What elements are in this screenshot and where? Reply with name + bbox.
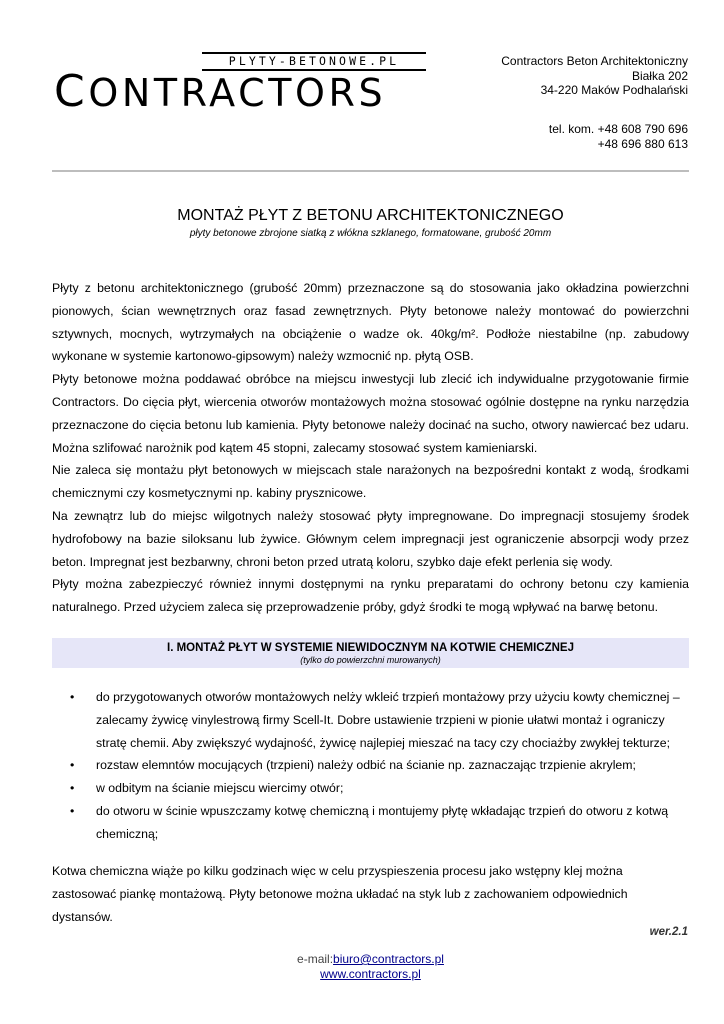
bullet-icon: • — [70, 781, 75, 796]
phone-1: tel. kom. +48 608 790 696 — [548, 122, 688, 136]
bullet-icon: • — [70, 690, 75, 704]
list-item-text: rozstaw elemntów mocujących (trzpieni) należy odbić na ścianie np. zaznaczając trzpienie akrylem; — [96, 758, 636, 773]
company-address — [501, 54, 688, 98]
address-street: Białka 202 — [631, 68, 688, 83]
document-subtitle: płyty betonowe zbrojone siatką z włókna szklanego, formatowane, grubość 20mm — [189, 228, 552, 239]
paragraph: Płyty z betonu architektonicznego (grubość 20mm) przeznaczone są do stosowania jako okładzina powierzchni pionowych, ścian wewnętrznych oraz fasad zewnętrznych. Płyty betonowe należy montować do powierzchni sztywnych, mocnych, wytrzymałych na obciążenie o wadze ok. 40kg/m². Podłoże niestabilne (np. zabudowy wykonane w systemie kartonowo-gipsowym) należy wzmocnić np. płytą OSB. — [52, 281, 689, 364]
phone-2: +48 696 880 613 — [597, 136, 688, 151]
footer-email-line — [52, 952, 689, 967]
closing-paragraph: Kotwa chemiczna wiąże po kilku godzinach więc w celu przyspieszenia procesu jako wstępny klej można zastosować piankę montażową. Płyty betonowe można układać na styk lub z zachowaniem odpowiednich dystansów. — [52, 864, 628, 924]
footer — [52, 952, 689, 981]
list-item — [52, 777, 689, 800]
document-title: MONTAŻ PŁYT Z BETONU ARCHITEKTONICZNEGO — [177, 207, 564, 224]
list-item-text: w odbitym na ścianie miejscu wiercimy otwór; — [96, 781, 344, 796]
section-note: (tylko do powierzchni murowanych) — [300, 655, 441, 665]
version-label: wer.2.1 — [649, 926, 688, 938]
address-company: Contractors Beton Architektoniczny — [501, 54, 688, 68]
email-label: e-mail: — [297, 952, 334, 966]
website-link[interactable]: www.contractors.pl — [320, 966, 421, 981]
logo-brand — [54, 66, 387, 117]
paragraph: Płyty betonowe można poddawać obróbce na miejscu inwestycji lub zlecić ich indywidualne przygotowanie firmie Contractors. Do cięcia płyt, wiercenia otworów montażowych można stosować ogólnie dostępne na rynku narzędzia przeznaczone do cięcia betonu lub kamienia. Płyty betonowe należy docinać na sucho, otwory nawiercać bez udaru. Można szlifować narożnik pod kątem 45 stopni, zalecamy stosować system kamieniarski. — [52, 372, 689, 455]
logo-brand-initial: C — [54, 66, 89, 117]
list-item-text: do przygotowanych otworów montażowych nelży wkleić trzpień montażowy przy użyciu kowty chemicznej – zalecamy żywicę vinylestrową firmy Scell-It. Dobre ustawienie trzpieni w pionie ułatwi montaż i ograniczy stratę chemii. Aby zwiększyć wydajność, żywicę najlepiej mieszać na tacy czy chociażby zwykłej tekturze; — [96, 690, 680, 750]
bullet-icon: • — [70, 758, 75, 773]
paragraph: Płyty można zabezpieczyć również innymi dostępnymi na rynku preparatami do ochrony betonu czy kamienia naturalnego. Przed użyciem zaleca się przeprowadzenie próby, gdyż środki te mogą wpływać na barwę betonu. — [52, 577, 689, 615]
contact-phones — [549, 122, 688, 151]
logo-domain: PLYTY-BETONOWE.PL — [202, 52, 426, 71]
list-item — [52, 754, 689, 777]
mounting-steps-list — [52, 686, 689, 846]
paragraph: Nie zaleca się montażu płyt betonowych w miejscach stale narażonych na bezpośredni kontakt z wodą, środkami chemicznymi czy kosmetycznymi np. kabiny prysznicowe. — [52, 463, 689, 501]
section-heading: I. MONTAŻ PŁYT W SYSTEMIE NIEWIDOCZNYM NA KOTWIE CHEMICZNEJ — [167, 642, 574, 654]
header-divider — [52, 170, 689, 172]
company-logo — [54, 52, 426, 117]
address-city: 34-220 Maków Podhalański — [540, 83, 688, 97]
list-item — [52, 686, 689, 754]
email-link[interactable]: biuro@contractors.pl — [333, 952, 444, 966]
list-item — [52, 800, 689, 846]
list-item-text: do otworu w ścinie wpuszczamy kotwę chemiczną i montujemy płytę wkładając trzpień do otworu z kotwą chemiczną; — [96, 803, 669, 841]
bullet-icon: • — [70, 803, 75, 818]
section-header — [52, 638, 689, 668]
paragraph: Na zewnątrz lub do miejsc wilgotnych należy stosować płyty impregnowane. Do impregnacji stosujemy środek hydrofobowy na bazie siloksanu lub żywice. Głównym celem impregnacji jest ograniczenie absorpcji wody przez beton. Impregnat jest bezbarwny, chroni beton przed utratą koloru, szybko daje efekt perlenia się wody. — [52, 508, 689, 569]
logo-brand-rest: ONTRACTORS — [88, 71, 387, 115]
intro-text — [52, 277, 689, 619]
